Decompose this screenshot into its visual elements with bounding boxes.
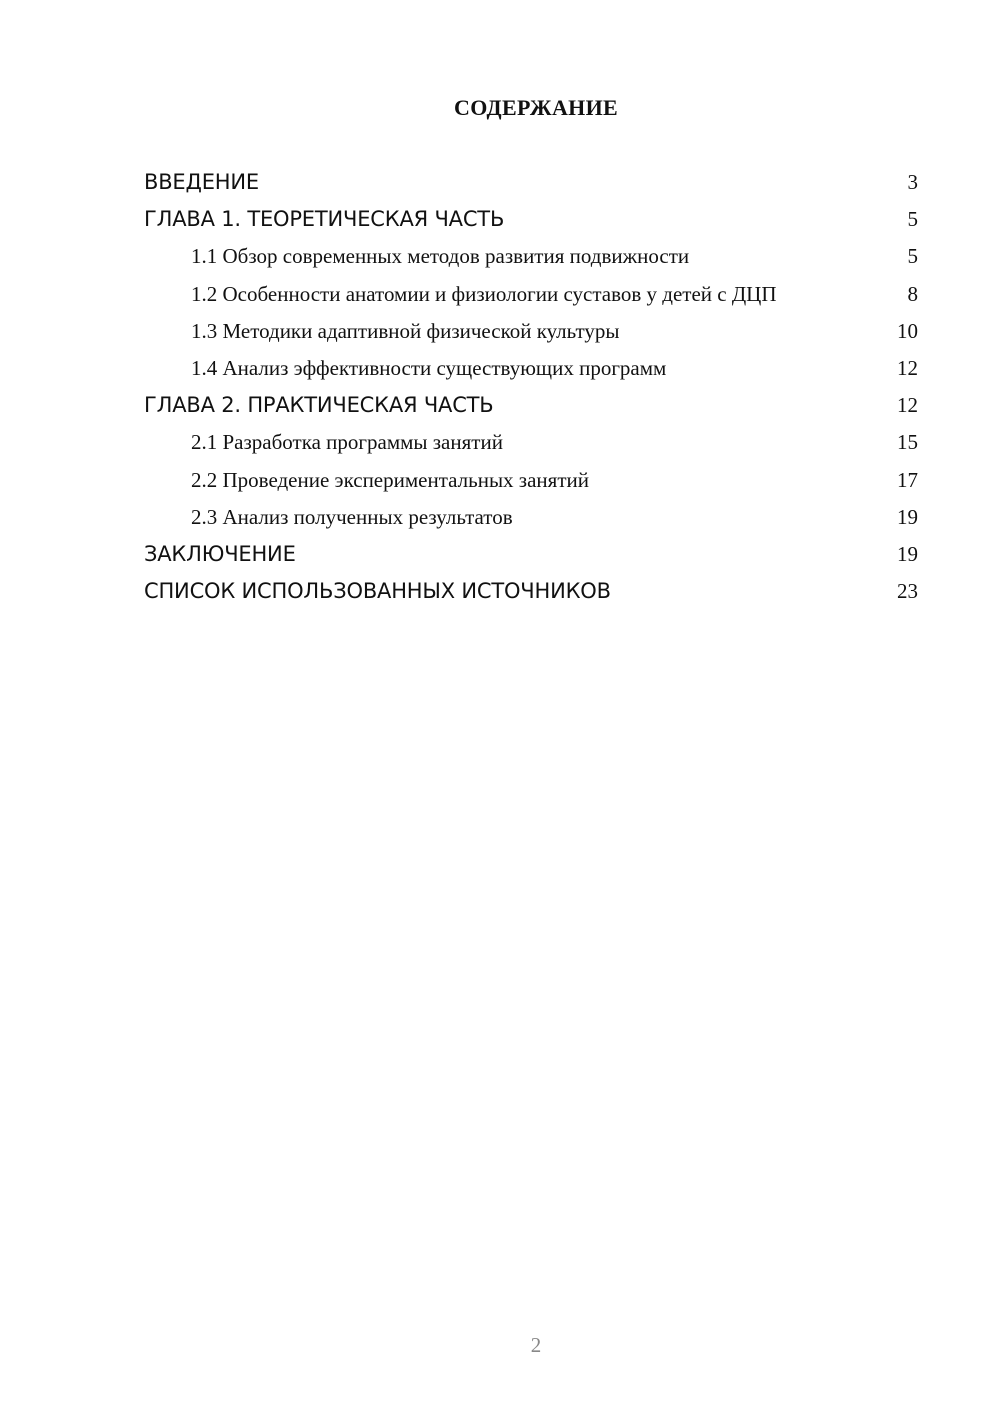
toc-entry-chapter-1[interactable] xyxy=(144,206,918,232)
toc-entry-page: 17 xyxy=(897,467,918,492)
toc-entry-label: ГЛАВА 2. ПРАКТИЧЕСКАЯ ЧАСТЬ xyxy=(144,393,494,418)
toc-entry-page: 8 xyxy=(907,281,918,306)
toc-entry-section-1-3[interactable] xyxy=(144,318,918,344)
toc-entry-page: 3 xyxy=(907,170,918,194)
toc-entry-label: СПИСОК ИСПОЛЬЗОВАННЫХ ИСТОЧНИКОВ xyxy=(144,579,611,604)
toc-entry-label: 1.2 Особенности анатомии и физиологии суставов у детей с ДЦП xyxy=(191,281,777,306)
toc-entry-page: 10 xyxy=(897,318,918,343)
table-of-contents xyxy=(144,169,918,615)
toc-entry-label: 2.2 Проведение экспериментальных занятий xyxy=(191,467,589,492)
toc-entry-label: 2.3 Анализ полученных результатов xyxy=(191,504,513,529)
toc-entry-page: 12 xyxy=(897,393,918,418)
toc-entry-page: 19 xyxy=(897,504,918,529)
toc-entry-label: 2.1 Разработка программы занятий xyxy=(191,430,503,455)
toc-entry-page: 12 xyxy=(897,355,918,380)
toc-entry-introduction[interactable] xyxy=(144,169,918,195)
toc-entry-page: 15 xyxy=(897,430,918,455)
page-title: СОДЕРЖАНИЕ xyxy=(454,95,618,120)
toc-entry-label: ГЛАВА 1. ТЕОРЕТИЧЕСКАЯ ЧАСТЬ xyxy=(144,207,505,232)
toc-entry-label: 1.4 Анализ эффективности существующих программ xyxy=(191,355,667,380)
toc-entry-section-2-2[interactable] xyxy=(144,467,918,493)
toc-entry-references[interactable] xyxy=(144,578,918,604)
toc-entry-label: ЗАКЛЮЧЕНИЕ xyxy=(144,541,296,566)
toc-entry-section-1-4[interactable] xyxy=(144,355,918,381)
toc-entry-label: ВВЕДЕНИЕ xyxy=(144,170,259,194)
toc-entry-label: 1.1 Обзор современных методов развития подвижности xyxy=(191,244,690,269)
toc-entry-page: 23 xyxy=(897,579,918,604)
toc-entry-chapter-2[interactable] xyxy=(144,392,918,418)
toc-entry-section-2-1[interactable] xyxy=(144,429,918,455)
toc-entry-section-2-3[interactable] xyxy=(144,504,918,530)
toc-entry-page: 19 xyxy=(897,541,918,566)
toc-entry-section-1-1[interactable] xyxy=(144,243,918,269)
toc-entry-section-1-2[interactable] xyxy=(144,281,918,307)
toc-entry-conclusion[interactable] xyxy=(144,541,918,567)
toc-entry-label: 1.3 Методики адаптивной физической культуры xyxy=(191,318,620,343)
page-number: 2 xyxy=(530,1333,542,1357)
toc-entry-page: 5 xyxy=(907,207,918,232)
toc-entry-page: 5 xyxy=(907,244,918,269)
